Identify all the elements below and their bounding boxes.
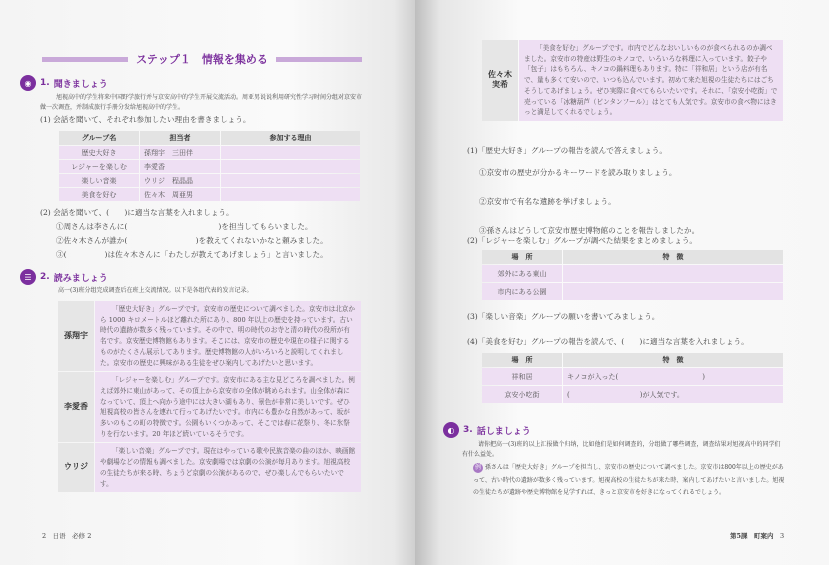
book-icon: ☰ bbox=[20, 269, 36, 285]
feature-input[interactable] bbox=[563, 265, 783, 282]
reason-input[interactable] bbox=[221, 160, 360, 173]
read-intro: 高一(3)班分组完成调查后在班上交流情况。以下是各组代表的发言记录。 bbox=[58, 287, 253, 294]
report-table bbox=[57, 300, 362, 493]
speaking-icon: ◐ bbox=[443, 422, 459, 438]
footer-right: 第5課 町案内 3 bbox=[730, 532, 785, 540]
group-table: グループ名 担当者 参加する理由 歴史大好き 孫翔宇 三田伴 レジャーを楽しむ 李愛香 楽しい音楽 ウリジ 程晶晶 美食を好む 佐々木 周亜男 bbox=[58, 130, 361, 202]
reason-input[interactable] bbox=[221, 146, 360, 159]
headphones-icon: ◉ bbox=[20, 75, 36, 91]
section-listen-heading: ◉ 1. 聞きましょう bbox=[20, 75, 108, 91]
reason-input[interactable] bbox=[221, 174, 360, 187]
table-row: レジャーを楽しむ 李愛香 bbox=[59, 160, 360, 173]
table-row: 美食を好む 佐々木 周亜男 bbox=[59, 188, 360, 201]
table-row: 郊外にある東山 bbox=[482, 265, 783, 282]
question-1: (1)「歴史大好き」グループの報告を読んで答えましょう。 bbox=[467, 146, 667, 155]
table-row: 歴史大好き 孫翔宇 三田伴 bbox=[59, 146, 360, 159]
question-1-items: ①京安市の歴史が分かるキーワードを読み取りましょう。 ②京安市で有名な遺跡を挙げましょう。 ③孫さんはどうして京安市歴史博物館のことを報告しましたか。 bbox=[479, 168, 700, 235]
table-row: 佐々木 実希 「美食を好む」グループです。市内でどんなおいしいものが食べられるのか調べました。京安市の特産は野生のキノコで、いろいろな料理に入っています。餃子や「包子」はもちろん、キノコの鍋料理もあります。特に「祥和居」という店が有名で、量も多くて安いので、いつも込んでいます。初めて来た旭視の生徒たちにはごちそうしてあげましょう。ぜひ実際に食べてもらいたいです。それに、「京安小吃街」で売っている「冰糖葫芦（ビンタンフール）」はとても人気です。京安市の食べ物にはきっと満足してくれるでしょう。 bbox=[482, 40, 783, 121]
listen-intro: 旭视高中的学生将来中国野学旅行并与京安高中的学生开展交流活动。周亚男说说利用研究性学习时间分组对京安市做一次调查，并制成旅行手册分发给旭视高中的学生。 bbox=[40, 94, 363, 111]
table-row: 祥和居 キノコが入った( ) bbox=[482, 368, 783, 385]
example-badge: 例 bbox=[474, 464, 481, 471]
table-row: 孫翔宇 「歴史大好き」グループです。京安市の歴史について調べました。京安市は北京から 1000 キロメートルほど離れた所にあり、800 年以上の歴史を持っています。古い時代の遺跡が数多く残っています。その中で、明の時代のお寺と清の時代の役所が有名です。京安歴史博物館もあります。そこには、京安市の歴史や現在の様子に関するものがたくさん展示してあります。歴史博物館の人がいろいろと説明してくれました。京安市の歴史に興味がある生徒をぜひ案内してあげたいと思います。 bbox=[58, 301, 361, 371]
question-1: (1) 会話を聞いて、それぞれ参加したい理由を書きましょう。 bbox=[40, 115, 251, 124]
section-speak-heading: ◐ 3. 話しましょう bbox=[443, 422, 531, 438]
footer-left: 2 日语 必修 2 bbox=[42, 532, 92, 540]
question-3: (3)「楽しい音楽」グループの願いを書いてみましょう。 bbox=[467, 312, 660, 321]
food-table: 場 所 特 徴 祥和居 キノコが入った( ) 京安小吃街 ( )が人気です。 bbox=[481, 352, 784, 404]
table-row: 楽しい音楽 ウリジ 程晶晶 bbox=[59, 174, 360, 187]
report-table-continued bbox=[481, 39, 784, 122]
table-row: ウリジ 「楽しい音楽」グループです。現在はやっている歌や民族音楽の曲のほか、映画館や劇場などの情報も調べました。京安劇場では京劇の公演が毎月あります。旭視高校の生徒たちが来る時、ちょうど京劇の公演があるので、ぜひ楽しんでもらいたいです。 bbox=[58, 443, 361, 492]
table-row: 市内にある公園 bbox=[482, 283, 783, 300]
question-2-items: ①周さんは李さんに( )を担当してもらいました。 ②佐々木さんが誰か( )を教えてくれないかなと頼みました。 ③( )は佐々木さんに「わたしが教えてあげましょう」と言いました。 bbox=[56, 222, 328, 259]
step-title: ステップ１ 情報を集める bbox=[42, 50, 362, 68]
reason-input[interactable] bbox=[221, 188, 360, 201]
question-2: (2)「レジャーを楽しむ」グループが調べた結果をまとめましょう。 bbox=[467, 236, 698, 245]
speak-example: 例 孫さんは「歴史大好き」グループを担当し、京安市の歴史について調べました。京安市は800年以上の歴史があって、古い時代の遺跡が数多く残っています。旭視高校の生徒たちが来た時、案内してあげたいと言いました。旭視の生徒たちが遺跡や歴史博物館を見学すれば、きっと京安市を好きになってくれるでしょう。 bbox=[473, 464, 785, 496]
question-2: (2) 会話を聞いて、( )に適当な言葉を入れましょう。 bbox=[40, 208, 234, 217]
table-row: 京安小吃街 ( )が人気です。 bbox=[482, 386, 783, 403]
right-page bbox=[415, 0, 829, 565]
leisure-table: 場 所 特 徴 郊外にある東山 市内にある公園 bbox=[481, 249, 784, 301]
feature-input[interactable] bbox=[563, 283, 783, 300]
table-row: 李愛香 「レジャーを楽しむ」グループです。京安市にある主な見どころを調べました。例えば郊外に東山があって、その頂上から京安市の全体が眺められます。山全体が森になっていて、頂上へ向かう途中には大きい湖もあり、景色が非常に美しいです。ぜひ旭視高校の皆さんを連れて行ってあげたいです。市内にも豊かな自然があって、坂が多いのもこの町の特徴です。公園もいくつかあって、そこでは春に花祭り、冬に氷祭りを行ないます。20 年ほど続いているそうです。 bbox=[58, 372, 361, 442]
section-read-heading: ☰ 2. 読みましょう bbox=[20, 269, 108, 285]
speak-intro: 请你把高一(3)班的以上汇报做个归纳，比如他们是如何调查的，分组做了哪些调查，调查结果对旭视高中的同学们有什么益处。 bbox=[462, 441, 781, 458]
question-4: (4)「美食を好む」グループの報告を読んで、( )に適当な言葉を入れましょう。 bbox=[467, 337, 749, 346]
